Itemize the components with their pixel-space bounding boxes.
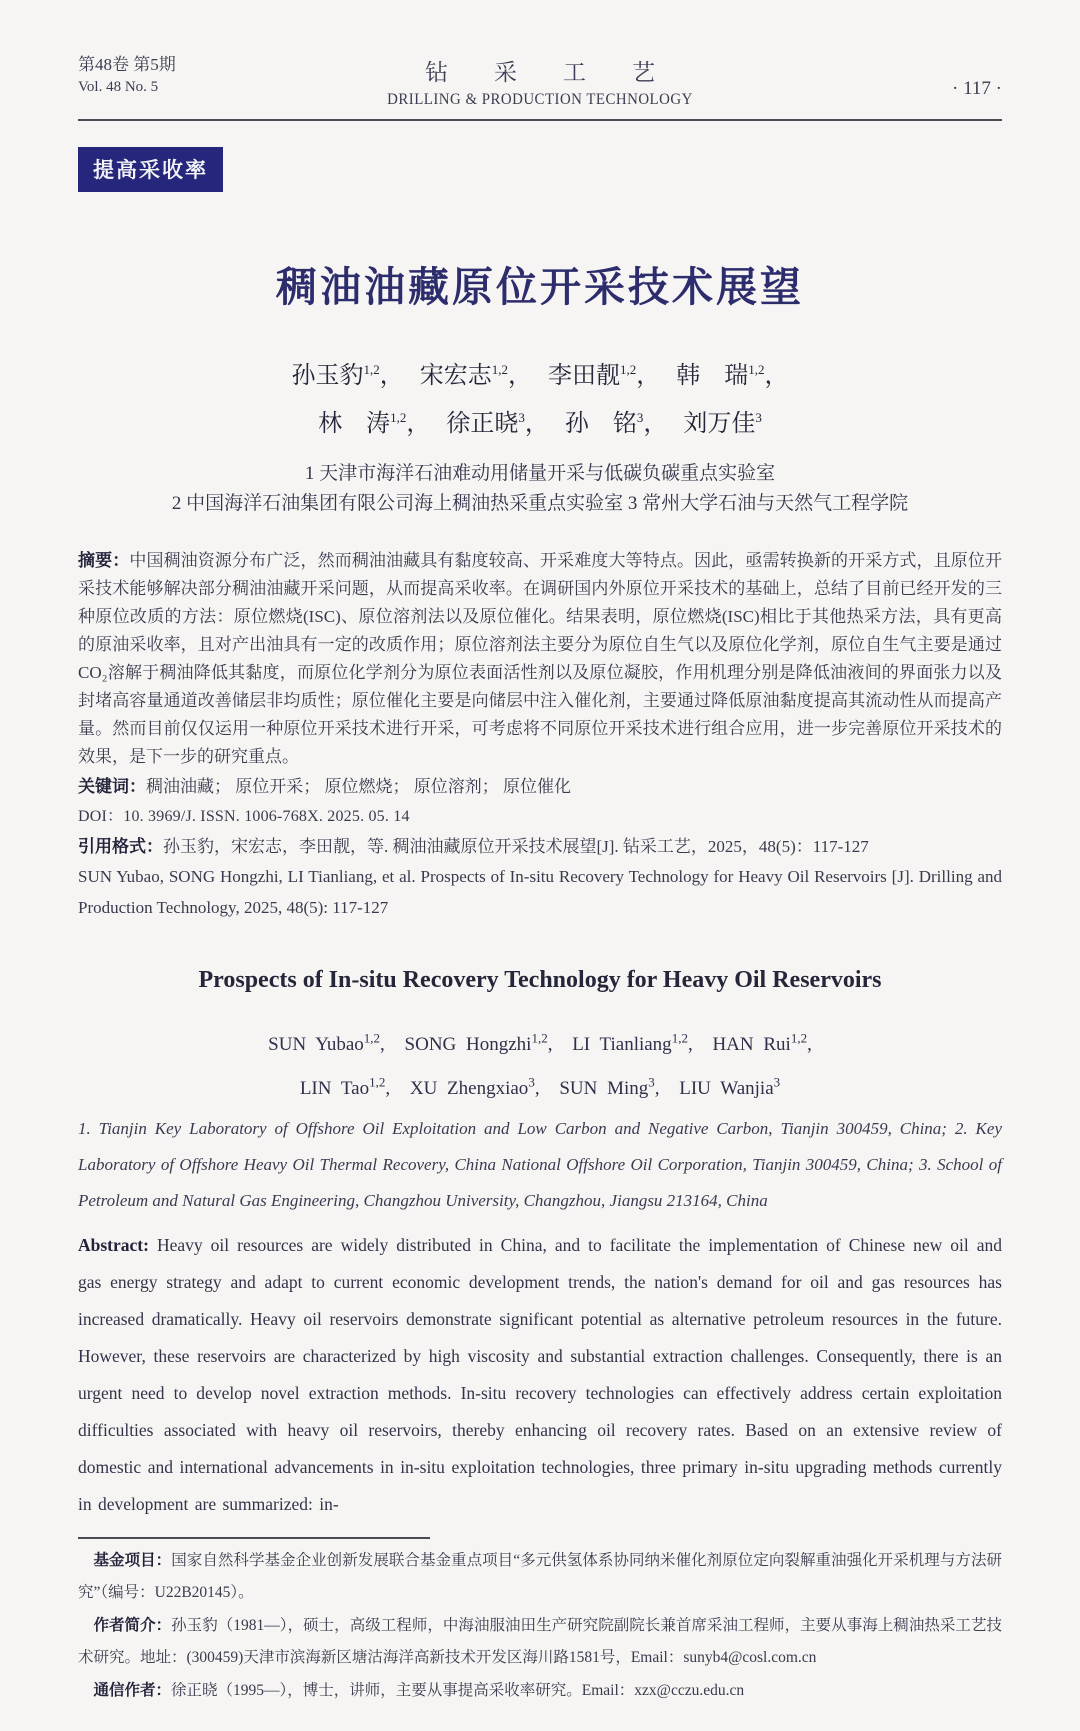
- author-en: [409, 1074, 540, 1099]
- abstract-cn-text: 中国稠油资源分布广泛，然而稠油油藏具有黏度较高、开采难度大等特点。因此，亟需转换新的开采方式，且原位开采技术能够解决部分稠油油藏开采问题，从而提高采收率。在调研国内外原位开采技术的基础上，总结了目前已经开发的三种原位改质的方法：原位燃烧(ISC)、原位溶剂法以及原位催化。结果表明，原位燃烧(ISC)相比于其他热采方法，具有更高的原油采收率，且对产出油具有一定的改质作用；原位溶剂法主要分为原位自生气以及原位化学剂，原位自生气主要是通过CO₂溶解于稠油降低其黏度，而原位化学剂分为原位表面活性剂以及原位凝胶，作用机理分别是降低油液间的界面张力以及封堵高容量通道改善储层非均质性；原位催化主要是向储层中注入催化剂，主要通过降低原油黏度提高其流动性从而提高产量。然而目前仅仅运用一种原位开采技术进行开采，可考虑将不同原位开采技术进行组合应用，进一步完善原位开采技术的效果，是下一步的研究重点。: [78, 551, 1003, 766]
- author-sup: 1,2: [620, 362, 637, 377]
- author-sup: 1,2: [671, 1031, 688, 1046]
- author-name: 韩 瑞: [676, 363, 749, 389]
- bio-text: 孙玉豹（1981—），硕士，高级工程师，中海油服油田生产研究院副院长兼首席采油工程师，主要从事海上稠油热采工艺技术研究。地址：(300459)天津市滨海新区塘沽海洋高新技术开发区海川路1581号，Email：sunyb4@cosl.com.cn: [78, 1616, 1002, 1667]
- affiliations-en: 1. Tianjin Key Laboratory of Offshore Oil Exploitation and Low Carbon and Negative Carbon, Tianjin 300459, China; 2. Key Laboratory of Offshore Heavy Oil Thermal Recovery, China National Offshore Oil Corporation, Tianjin 300459, China; 3. School of Petroleum and Natural Gas Engineering, Changzhou University, Changzhou, Jiangsu 213164, China: [78, 1118, 1002, 1210]
- author-cn: [548, 363, 660, 389]
- corr-text: 徐正晓（1995—），博士，讲师，主要从事提高采收率研究。Email：xzx@cczu.edu.cn: [171, 1681, 745, 1699]
- article-title-cn: 稠油油藏原位开采技术展望: [276, 264, 804, 310]
- authors-en-line2: [78, 1063, 1002, 1106]
- author-sep: ,: [687, 1034, 693, 1056]
- citation-cn: [78, 833, 1002, 861]
- author-sep: ，: [636, 363, 661, 389]
- author-name: 刘万佳: [683, 411, 756, 437]
- citation-en: SUN Yubao, SONG Hongzhi, LI Tianliang, et al. Prospects of In-situ Recovery Technology for Heavy Oil Reservoirs [J]. Drilling and Production Technology, 2025, 48(5): 117-127: [78, 867, 1002, 917]
- article-title-en: Prospects of In-situ Recovery Technology for Heavy Oil Reservoirs: [198, 967, 882, 993]
- author-name: LI Tianliang: [572, 1034, 672, 1056]
- header-rule: [78, 119, 1002, 121]
- author-en: [299, 1074, 391, 1099]
- journal-title-cn: 钻采工艺: [425, 60, 701, 85]
- author-cn: [676, 363, 788, 389]
- citation-label: 引用格式：: [78, 837, 163, 856]
- fund-text: 国家自然科学基金企业创新发展联合基金重点项目“多元供氢体系协同纳米催化剂原位定向裂解重油强化开采机理与方法研究”（编号：U22B20145）。: [78, 1551, 1002, 1602]
- author-cn: [683, 411, 762, 437]
- author-sep: ，: [764, 363, 789, 389]
- abstract-en-label: Abstract:: [78, 1234, 149, 1255]
- abstract-en: [78, 1227, 1002, 1523]
- abstract-cn-label: 摘要：: [78, 551, 130, 570]
- volume-en: Vol. 48 No. 5: [78, 79, 159, 95]
- author-en: [404, 1031, 553, 1056]
- volume-cn: 第48卷 第5期: [78, 55, 176, 74]
- fund-label: 基金项目：: [93, 1551, 172, 1569]
- author-name: 徐正晓: [446, 411, 519, 437]
- footnotes: [78, 1545, 1002, 1708]
- authors-en-line1: [78, 1020, 1002, 1063]
- author-cn: [446, 411, 549, 437]
- author-name: XU Zhengxiao: [409, 1077, 529, 1099]
- abstract-en-text: Heavy oil resources are widely distributed in China, and to facilitate the implementation of Chinese new oil and gas energy strategy and adapt to current economic development trends, the nation's demand for oil and gas resources has increased dramatically. Heavy oil reservoirs demonstrate significant potential as alternative petroleum resources in the future. However, these reservoirs are characterized by high viscosity and substantial extraction challenges. Consequently, there is an urgent need to develop novel extraction methods. In-situ recovery technologies can effectively address certain exploitation difficulties associated with heavy oil reservoirs, thereby enhancing oil recovery rates. Based on an extensive review of domestic and international advancements in in-situ exploitation technologies, three primary in-situ upgrading methods currently in development are summarized: in-: [78, 1234, 1003, 1514]
- author-cn: [420, 363, 532, 389]
- section-badge: 提高采收率: [78, 147, 223, 192]
- footnote-divider: [78, 1537, 430, 1539]
- author-bio-note: [78, 1610, 1002, 1675]
- authors-cn: [78, 349, 1002, 445]
- fund-note: [78, 1545, 1002, 1610]
- affiliations-cn: [78, 459, 1002, 519]
- author-en: [268, 1031, 385, 1056]
- doi: DOI：10. 3969/J. ISSN. 1006-768X. 2025. 05. 14: [78, 808, 410, 825]
- author-sep: ，: [406, 411, 431, 437]
- affiliation-cn: 2 中国海洋石油集团有限公司海上稠油热采重点实验室 3 常州大学石油与天然气工程学院: [171, 493, 909, 514]
- author-name: 孙 铭: [564, 411, 637, 437]
- author-en: [559, 1074, 660, 1099]
- author-sup: 1,2: [491, 362, 508, 377]
- author-name: 李田靓: [548, 363, 620, 389]
- author-sep: ，: [508, 363, 532, 389]
- author-cn: [292, 363, 404, 389]
- journal-header: [78, 54, 1002, 109]
- keywords: [78, 773, 1002, 801]
- citation-cn-text: 孙玉豹，宋宏志，李田靓，等. 稠油油藏原位开采技术展望[J]. 钻采工艺，2025，48(5)：117-127: [163, 837, 869, 856]
- author-en: [679, 1074, 781, 1099]
- author-sup: 3: [636, 410, 644, 425]
- authors-cn-line2: [78, 397, 1002, 445]
- author-sep: ，: [379, 363, 404, 389]
- author-sup: 1,2: [790, 1031, 808, 1046]
- author-sep: ,: [385, 1077, 391, 1099]
- author-name: SUN Ming: [559, 1077, 649, 1099]
- authors-en: [78, 1020, 1002, 1107]
- authors-cn-line1: [78, 349, 1002, 397]
- author-sup: 1,2: [390, 410, 407, 425]
- author-sup: 3: [518, 410, 525, 425]
- journal-title-block: [278, 54, 802, 109]
- author-name: 孙玉豹: [291, 363, 364, 389]
- author-sup: 1,2: [748, 362, 765, 377]
- author-sup: 3: [755, 410, 762, 425]
- author-name: SONG Hongzhi: [404, 1034, 532, 1056]
- keywords-label: 关键词：: [78, 777, 146, 796]
- author-name: LIN Tao: [299, 1077, 370, 1099]
- author-sup: 1,2: [531, 1031, 548, 1046]
- bio-label: 作者简介：: [93, 1616, 172, 1634]
- author-sup: 1,2: [363, 362, 380, 377]
- author-name: LIU Wanjia: [679, 1077, 774, 1099]
- author-en: [572, 1031, 693, 1056]
- author-sup: 3: [773, 1074, 781, 1090]
- author-cn: [565, 411, 668, 437]
- author-sup: 1,2: [369, 1074, 386, 1090]
- author-sup: 1,2: [363, 1031, 381, 1046]
- author-sep: ,: [534, 1077, 540, 1099]
- author-name: 宋宏志: [419, 363, 492, 389]
- author-sep: ,: [807, 1034, 812, 1056]
- author-name: SUN Yubao: [268, 1034, 364, 1056]
- author-name: 林 涛: [318, 411, 391, 437]
- author-sup: 3: [528, 1074, 535, 1090]
- author-sep: ,: [654, 1077, 660, 1099]
- abstract-cn: [78, 547, 1002, 771]
- affiliation-cn: 1 天津市海洋石油难动用储量开采与低碳负碳重点实验室: [304, 463, 776, 484]
- author-cn: [318, 411, 430, 437]
- author-sep: ，: [524, 411, 549, 437]
- author-name: HAN Rui: [712, 1034, 791, 1056]
- corresponding-author-note: [78, 1675, 1002, 1708]
- author-sep: ,: [380, 1034, 385, 1056]
- page-number: · 117 ·: [952, 78, 1002, 99]
- corr-label: 通信作者：: [93, 1681, 172, 1699]
- author-sep: ,: [547, 1034, 553, 1056]
- journal-title-en: DRILLING & PRODUCTION TECHNOLOGY: [387, 91, 693, 108]
- keywords-text: 稠油油藏； 原位开采； 原位燃烧； 原位溶剂； 原位催化: [146, 777, 571, 796]
- author-sep: ，: [643, 411, 668, 437]
- author-sup: 3: [648, 1074, 655, 1090]
- volume-info: [78, 54, 278, 98]
- author-en: [712, 1031, 812, 1056]
